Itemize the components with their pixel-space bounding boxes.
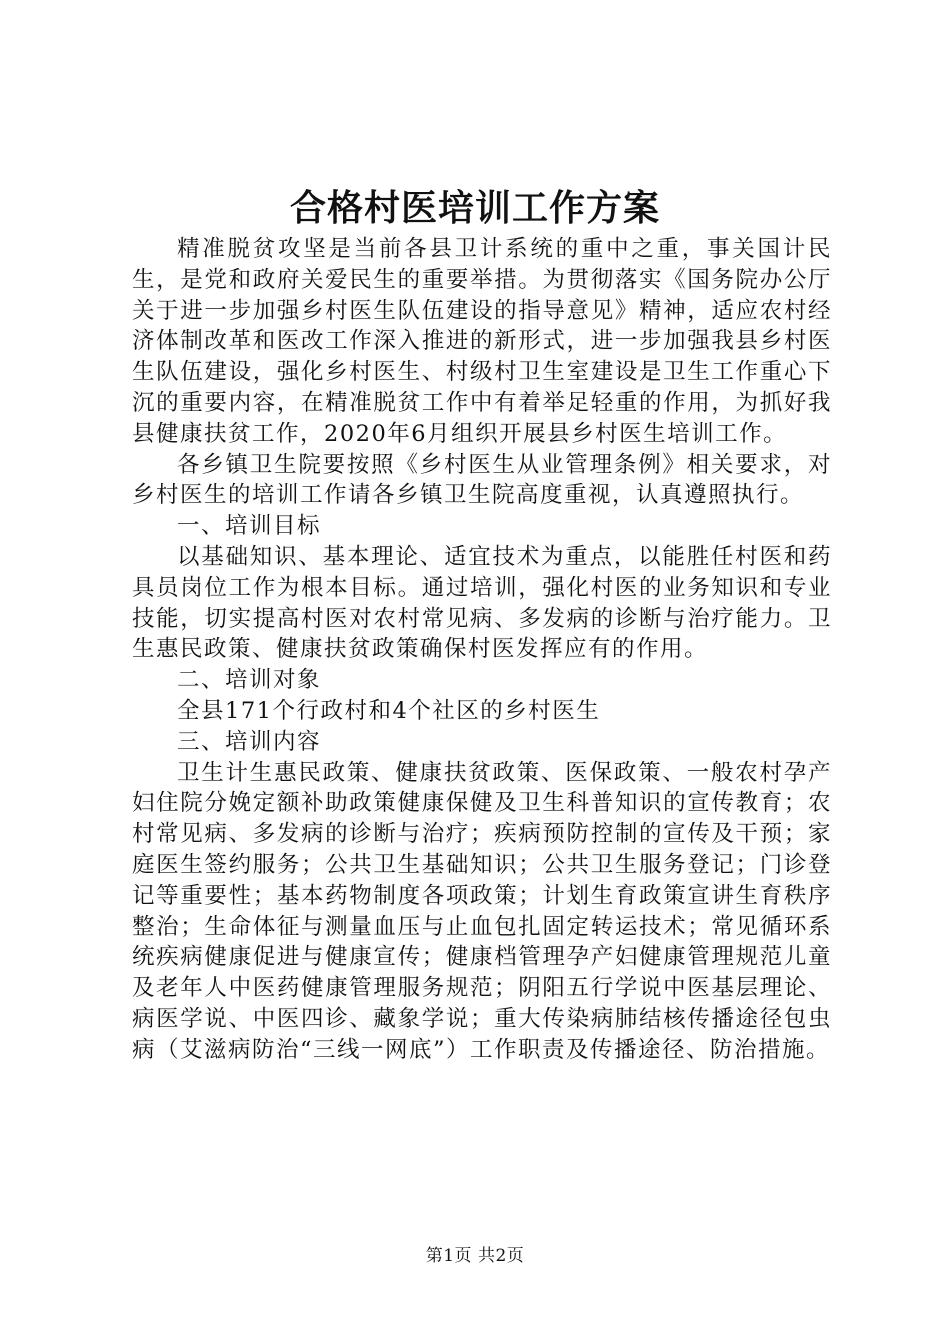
requirement-paragraph: 各乡镇卫生院要按照《乡村医生从业管理条例》相关要求，对乡村医生的培训工作请各乡镇卫生院高度重视，认真遵照执行。 (132, 451, 832, 509)
section-heading-content: 三、培训内容 (177, 728, 322, 755)
section-heading-targets: 二、培训对象 (177, 667, 322, 694)
document-body (132, 234, 832, 1066)
document-title: 合格村医培训工作方案 (289, 187, 660, 229)
intro-paragraph: 精准脱贫攻坚是当前各县卫计系统的重中之重，事关国计民生，是党和政府关爱民生的重要举措。为贯彻落实《国务院办公厅关于进一步加强乡村医生队伍建设的指导意见》精神，适应农村经济体制改革和医改工作深入推进的新形式，进一步加强我县乡村医生队伍建设，强化乡村医生、村级村卫生室建设是卫生工作重心下沉的重要内容，在精准脱贫工作中有着举足轻重的作用，为抓好我县健康扶贫工作，2020年6月组织开展县乡村医生培训工作。 (132, 236, 832, 447)
page-footer: 第1页 共2页 (425, 1246, 525, 1266)
section-content-targets: 全县171个行政村和4个社区的乡村医生 (177, 697, 601, 724)
section-content-goals: 以基础知识、基本理论、适宜技术为重点，以能胜任村医和药具员岗位工作为根本目标。通过培训，强化村医的业务知识和专业技能，切实提高村医对农村常见病、多发病的诊断与治疗能力。卫生惠民政策、健康扶贫政策确保村医发挥应有的作用。 (132, 543, 832, 663)
section-content-content: 卫生计生惠民政策、健康扶贫政策、医保政策、一般农村孕产妇住院分娩定额补助政策健康保健及卫生科普知识的宣传教育；农村常见病、多发病的诊断与治疗；疾病预防控制的宣传及干预；家庭医生签约服务；公共卫生基础知识；公共卫生服务登记；门诊登记等重要性；基本药物制度各项政策；计划生育政策宣讲生育秩序整治；生命体征与测量血压与止血包扎固定转运技术；常见循环系统疾病健康促进与健康宣传；健康档管理孕产妇健康管理规范儿童及老年人中医药健康管理服务规范；阴阳五行学说中医基层理论、病医学说、中医四诊、藏象学说；重大传染病肺结核传播途径包虫病（艾滋病防治“三线一网底”）工作职责及传播途径、防治措施。 (132, 759, 832, 1063)
section-heading-goals: 一、培训目标 (177, 513, 322, 540)
